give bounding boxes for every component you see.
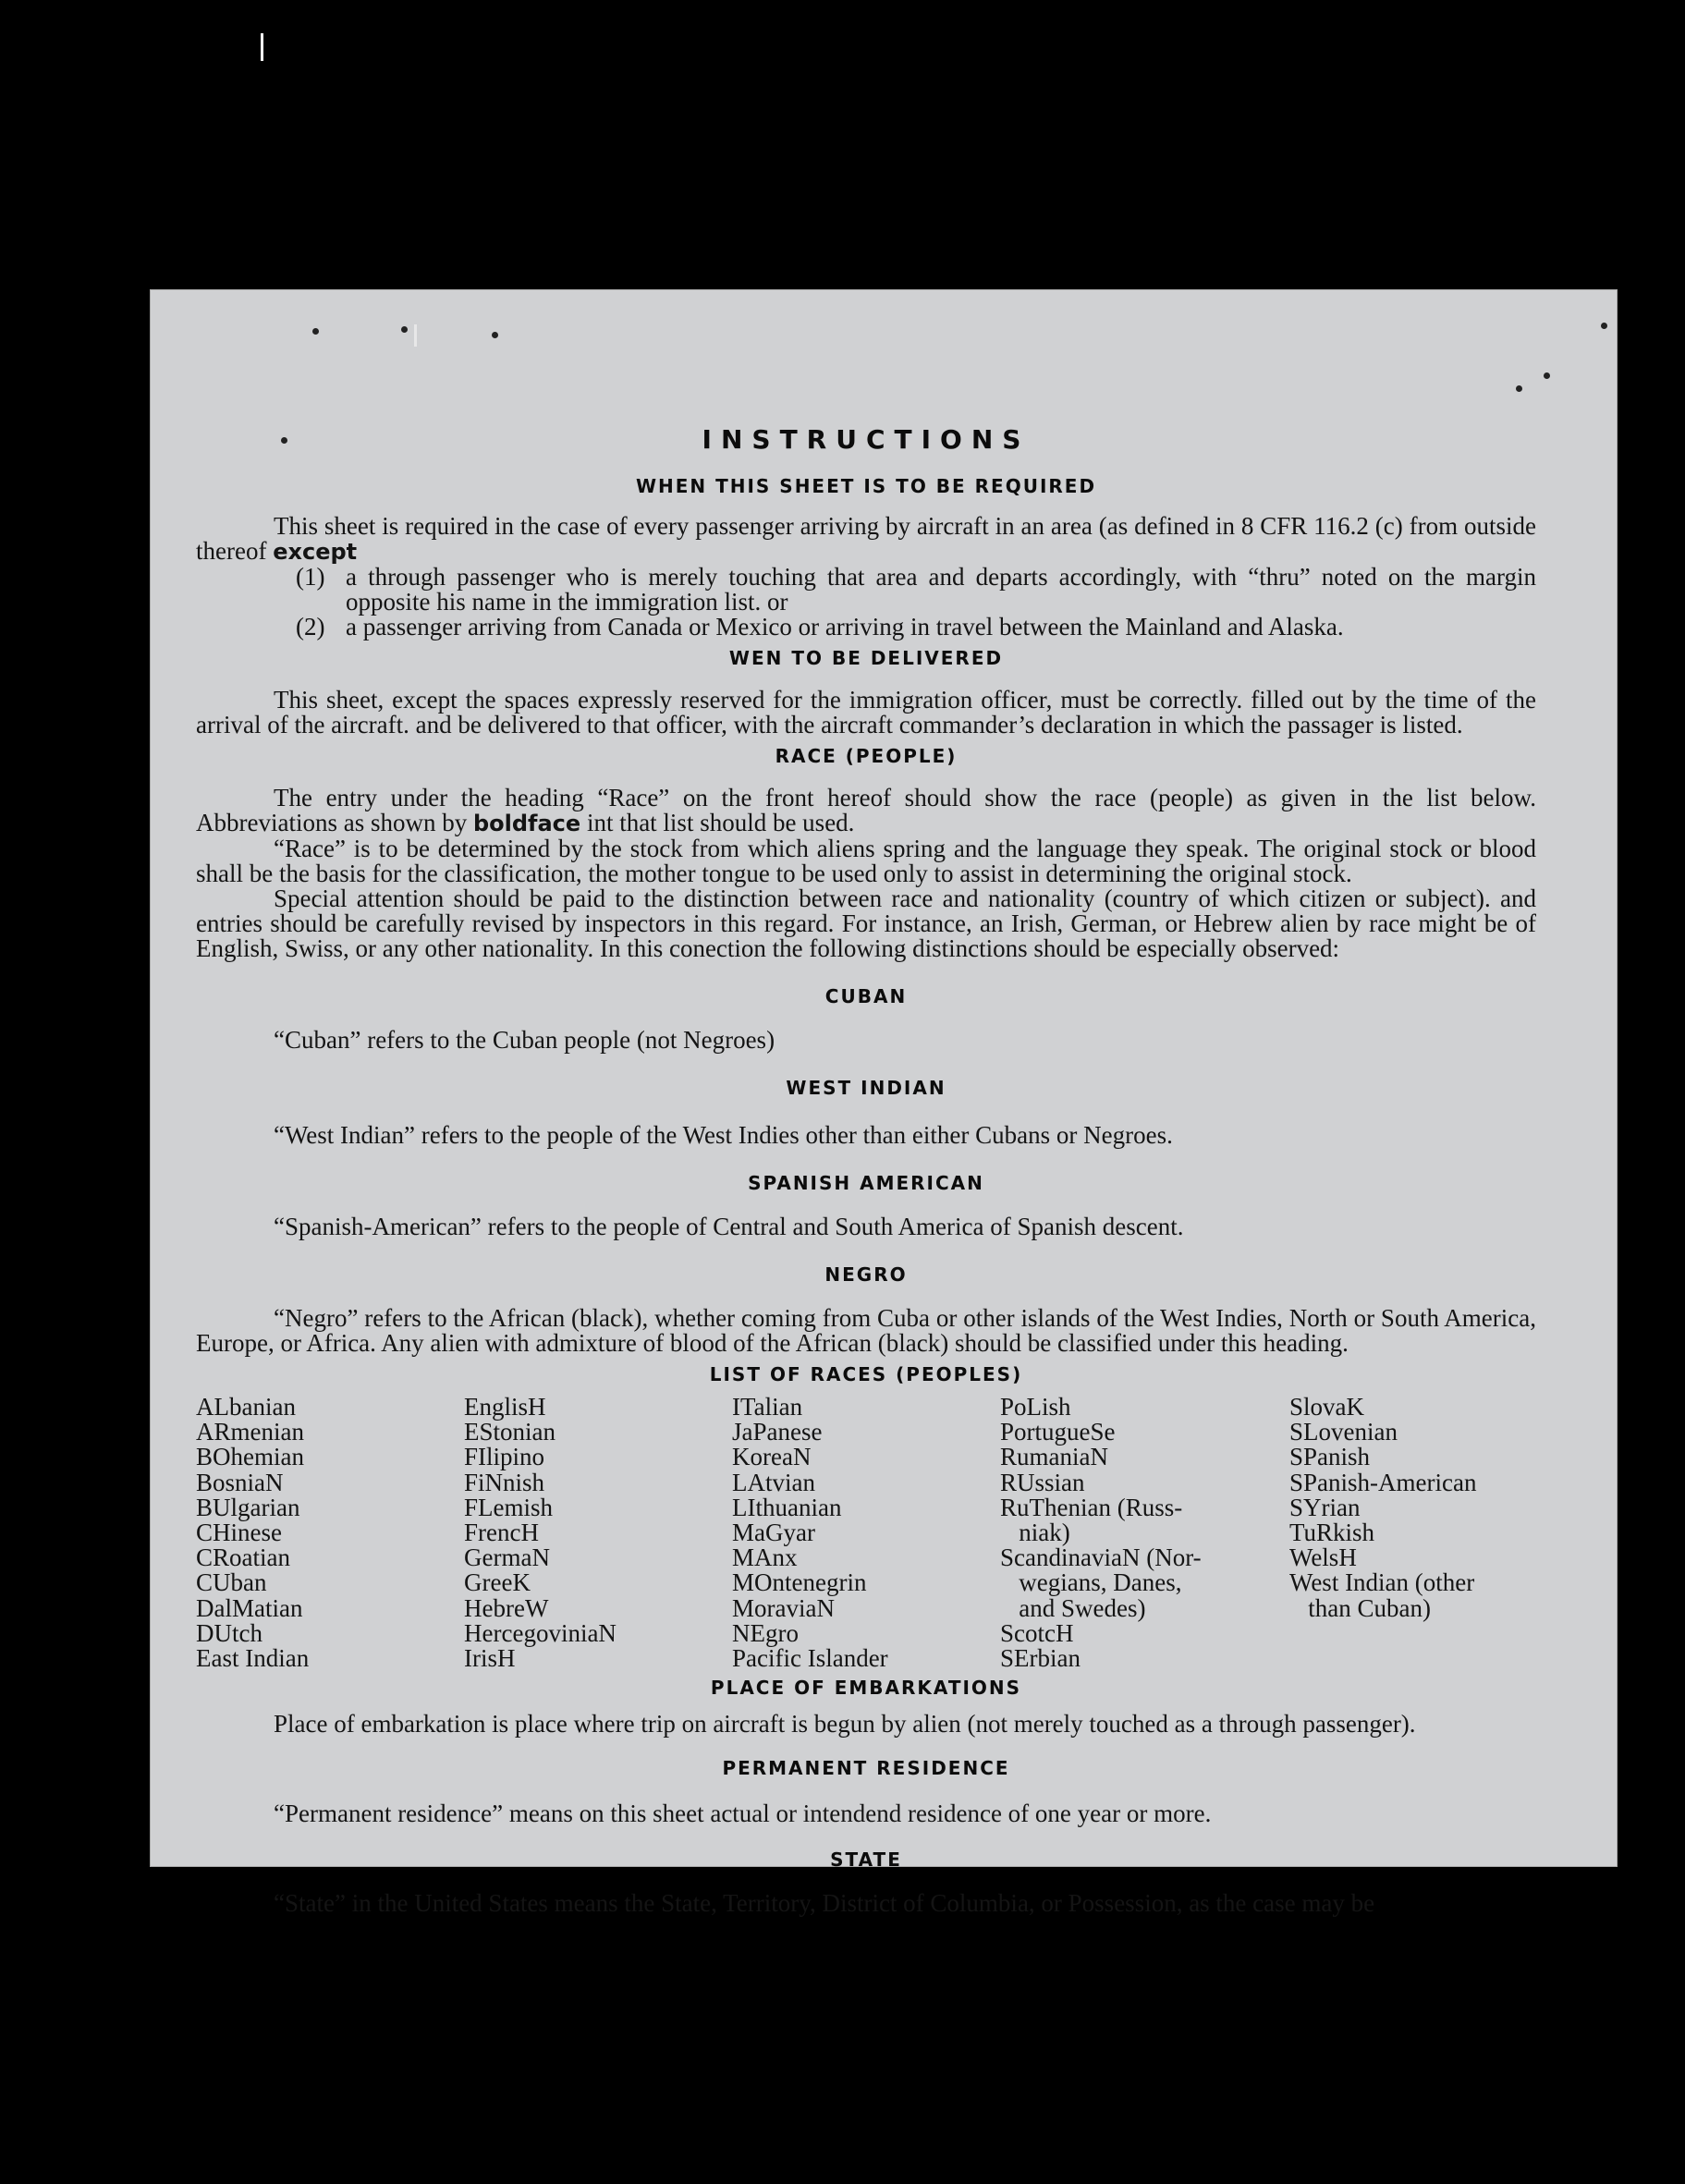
race-entry: FIlipino bbox=[464, 1443, 545, 1471]
race-entry: ScandinaviaN (Nor- bbox=[1000, 1543, 1202, 1572]
cuban-text: “Cuban” refers to the Cuban people (not Negroes) bbox=[274, 1026, 775, 1054]
race-entry: MOntenegrin bbox=[732, 1568, 867, 1597]
race-entry: BUlgarian bbox=[196, 1493, 300, 1521]
race-entry: FiNnish bbox=[464, 1468, 545, 1496]
document-page bbox=[150, 289, 1618, 1918]
west-indian-text: “West Indian” refers to the people of the West Indies other than either Cubans or Negroes. bbox=[274, 1121, 1173, 1149]
race-entry: niak) bbox=[1000, 1519, 1070, 1547]
heading-when-required: WHEN THIS SHEET IS TO BE REQUIRED bbox=[635, 475, 1097, 497]
heading-cuban: CUBAN bbox=[824, 985, 908, 1007]
race-text-2: “Race” is to be determined by the stock from which aliens spring and the language they speak. The original stock or blood shall be the basis for the classification, the mother tongue to be used only to assist in determining the original stock. bbox=[196, 835, 1536, 887]
negro-text: “Negro” refers to the African (black), whether coming from Cuba or other islands of the West Indies, North or South America, Europe, or Africa. Any alien with admixture of blood of the African (black) should be classified under this heading. bbox=[196, 1304, 1536, 1357]
race-text-1: The entry under the heading “Race” on the front hereof should show the race (people) as given in the list below. Abbreviations as shown by boldface int that list should be used. bbox=[196, 784, 1536, 836]
race-entry: LAtvian bbox=[732, 1468, 815, 1496]
race-entry: East Indian bbox=[196, 1644, 310, 1673]
race-entry: GreeK bbox=[464, 1568, 531, 1597]
scan-mark bbox=[261, 33, 263, 61]
heading-delivered: WEN TO BE DELIVERED bbox=[728, 647, 1004, 669]
race-entry: MoraviaN bbox=[732, 1593, 835, 1622]
race-entry: EStonian bbox=[464, 1418, 556, 1446]
race-entry: CHinese bbox=[196, 1519, 282, 1547]
race-entry: SlovaK bbox=[1289, 1393, 1364, 1421]
race-entry: than Cuban) bbox=[1289, 1593, 1431, 1622]
race-entry: IrisH bbox=[464, 1644, 516, 1673]
race-entry: LIthuanian bbox=[732, 1493, 842, 1521]
heading-west-indian: WEST INDIAN bbox=[786, 1077, 946, 1099]
race-entry: SErbian bbox=[1000, 1644, 1081, 1673]
heading-list-of-races: LIST OF RACES (PEOPLES) bbox=[709, 1363, 1023, 1385]
race-entry: Pacific Islander bbox=[732, 1644, 888, 1673]
race-entry: West Indian (other bbox=[1289, 1568, 1475, 1597]
speck bbox=[312, 328, 319, 335]
race-entry: SLovenian bbox=[1289, 1418, 1398, 1446]
race-entry: NEgro bbox=[732, 1618, 799, 1647]
races-column-5 bbox=[1289, 1395, 1536, 1671]
race-entry: HebreW bbox=[464, 1593, 549, 1622]
speck bbox=[1516, 385, 1522, 392]
race-entry: EnglisH bbox=[464, 1393, 546, 1421]
races-column-2 bbox=[464, 1395, 732, 1671]
margin-mark bbox=[414, 324, 417, 347]
race-entry: BosniaN bbox=[196, 1468, 284, 1496]
speck bbox=[492, 332, 498, 338]
race-entry: and Swedes) bbox=[1000, 1593, 1146, 1622]
heading-negro: NEGRO bbox=[824, 1263, 908, 1286]
speck bbox=[281, 437, 287, 444]
race-entry: ScotcH bbox=[1000, 1618, 1074, 1647]
heading-state: STATE bbox=[830, 1848, 902, 1872]
race-entry: RumaniaN bbox=[1000, 1443, 1108, 1471]
state-text: “State” in the United States means the State, Territory, District of Columbia, or Possession, as the case may be bbox=[274, 1889, 1375, 1918]
speck bbox=[401, 326, 408, 333]
spanish-american-text: “Spanish-American” refers to the people of Central and South America of Spanish descent. bbox=[274, 1213, 1184, 1240]
heading-embarkation: PLACE OF EMBARKATIONS bbox=[710, 1677, 1022, 1700]
race-entry: MaGyar bbox=[732, 1519, 815, 1547]
race-entry: ALbanian bbox=[196, 1393, 296, 1421]
speck bbox=[1601, 323, 1607, 329]
speck bbox=[1544, 372, 1550, 379]
race-entry: ARmenian bbox=[196, 1418, 304, 1446]
race-entry: FLemish bbox=[464, 1493, 554, 1521]
race-entry: FrencH bbox=[464, 1519, 539, 1547]
embarkation-text: Place of embarkation is place where trip on aircraft is begun by alien (not merely touched as a through passenger). bbox=[274, 1710, 1416, 1739]
page-title: INSTRUCTIONS bbox=[702, 424, 1031, 455]
race-text-3: Special attention should be paid to the distinction between race and nationality (country of which citizen or subject). and entries should be carefully revised by inspectors in this regard. For instance, an Irish, German, or Hebrew alien by race might be of English, Swiss, or any other nationality. In this conection the following distinctions should be especially observed: bbox=[196, 885, 1536, 962]
race-entry: MAnx bbox=[732, 1543, 798, 1572]
heading-permanent-residence: PERMANENT RESIDENCE bbox=[722, 1757, 1010, 1780]
race-entry: TuRkish bbox=[1289, 1519, 1375, 1547]
race-entry: PortugueSe bbox=[1000, 1418, 1116, 1446]
race-entry: BOhemian bbox=[196, 1443, 304, 1471]
exception-item-2: (2) a passenger arriving from Canada or Mexico or arriving in travel between the Mainland and Alaska. bbox=[296, 613, 1344, 641]
when-required-text: This sheet is required in the case of every passenger arriving by aircraft in an area (as defined in 8 CFR 116.2 (c) from outside thereof except bbox=[196, 512, 1536, 565]
races-list bbox=[196, 1395, 1536, 1671]
race-entry: PoLish bbox=[1000, 1393, 1071, 1421]
residence-text: “Permanent residence” means on this sheet actual or intendend residence of one year or more. bbox=[274, 1800, 1212, 1828]
races-column-4 bbox=[1000, 1395, 1289, 1671]
race-entry: JaPanese bbox=[732, 1418, 823, 1446]
race-entry: WelsH bbox=[1289, 1543, 1357, 1572]
race-entry: KoreaN bbox=[732, 1443, 812, 1471]
race-entry: DUtch bbox=[196, 1618, 263, 1647]
race-entry: SPanish bbox=[1289, 1443, 1371, 1471]
race-entry: wegians, Danes, bbox=[1000, 1568, 1182, 1597]
race-entry: CRoatian bbox=[196, 1543, 290, 1572]
race-entry: SYrian bbox=[1289, 1493, 1361, 1521]
heading-race: RACE (PEOPLE) bbox=[775, 745, 958, 767]
delivered-text: This sheet, except the spaces expressly reserved for the immigration officer, must be correctly. filled out by the time of the arrival of the aircraft. and be delivered to that officer, with the aircraft commander’s declaration in which the passager is listed. bbox=[196, 686, 1536, 738]
exception-item-1: (1) a through passenger who is merely touching that area and departs accordingly, with “thru” noted on the margin opposite his name in the immigration list. or bbox=[296, 563, 1536, 616]
races-column-3 bbox=[732, 1395, 1000, 1671]
race-entry: HercegoviniaN bbox=[464, 1618, 617, 1647]
race-entry: CUban bbox=[196, 1568, 267, 1597]
race-entry: GermaN bbox=[464, 1543, 550, 1572]
race-entry: DalMatian bbox=[196, 1593, 303, 1622]
race-entry: ITalian bbox=[732, 1393, 803, 1421]
races-column-1 bbox=[196, 1395, 464, 1671]
race-entry: RUssian bbox=[1000, 1468, 1085, 1496]
heading-spanish-american: SPANISH AMERICAN bbox=[748, 1172, 984, 1194]
race-entry: SPanish-American bbox=[1289, 1468, 1477, 1496]
race-entry: RuThenian (Russ- bbox=[1000, 1493, 1183, 1521]
